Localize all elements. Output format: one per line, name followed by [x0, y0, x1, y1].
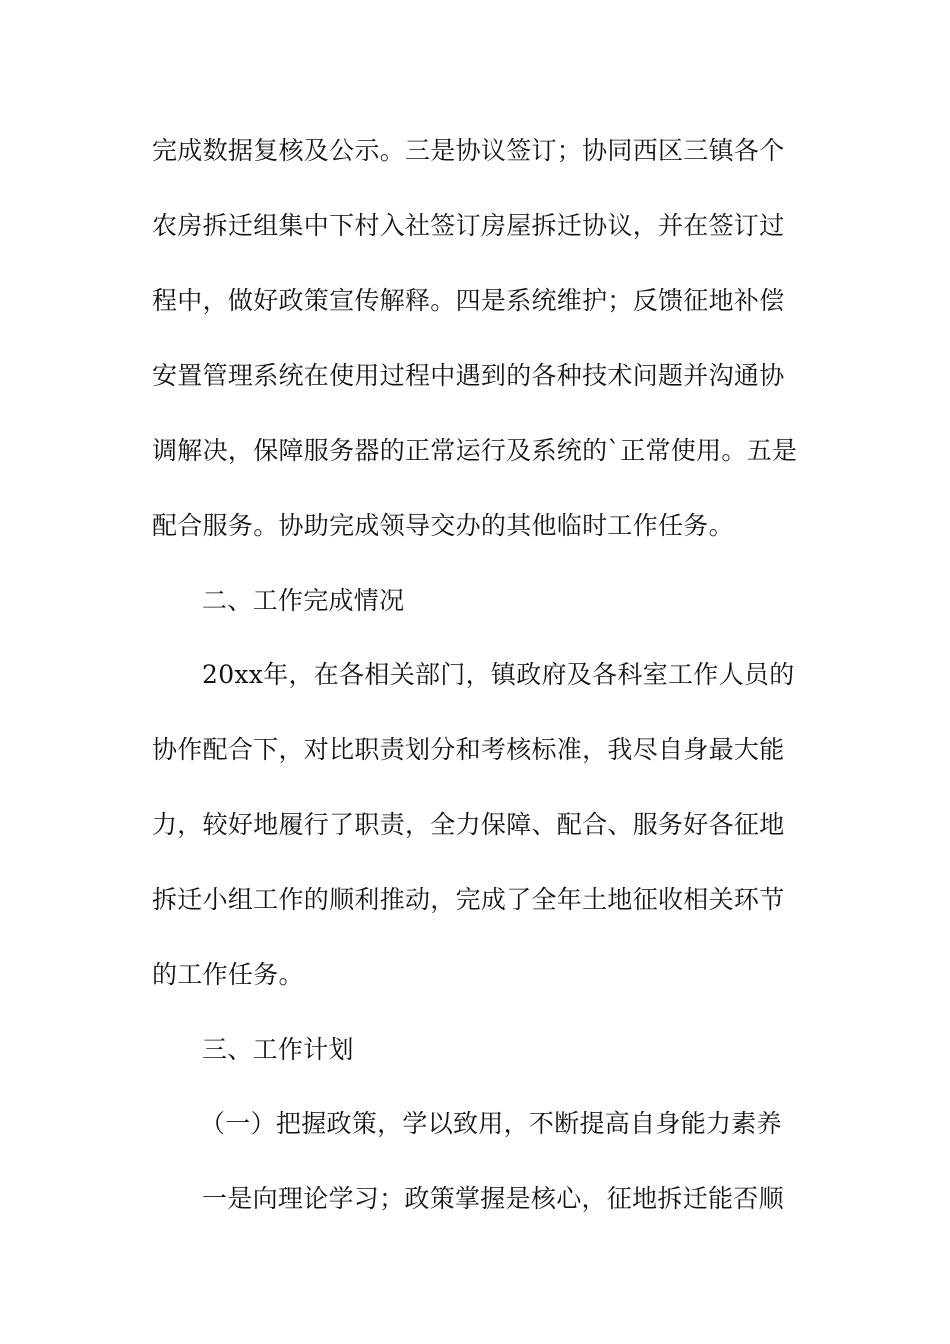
body-text-line: 配合服务。协助完成领导交办的其他临时工作任务。	[152, 511, 734, 540]
section-heading: 二、工作完成情况	[202, 586, 405, 615]
body-text-line: 调解决，保障服务器的正常运行及系统的`正常使用。五是	[152, 436, 798, 465]
body-text-line: 的工作任务。	[152, 960, 304, 989]
body-text-line: 拆迁小组工作的顺利推动，完成了全年土地征收相关环节	[152, 885, 785, 914]
body-text-line: 程中，做好政策宣传解释。四是系统维护；反馈征地补偿	[152, 286, 785, 315]
body-text-line: 安置管理系统在使用过程中遇到的各种技术问题并沟通协	[152, 361, 785, 390]
body-text-line: 一是向理论学习；政策掌握是核心，征地拆迁能否顺	[202, 1184, 784, 1213]
body-text-line: 力，较好地履行了职责，全力保障、配合、服务好各征地	[152, 810, 785, 839]
body-text-line: 20xx年，在各相关部门，镇政府及各科室工作人员的	[202, 660, 795, 689]
subsection-heading: （一）把握政策，学以致用，不断提高自身能力素养	[200, 1109, 782, 1138]
body-text-line: 农房拆迁组集中下村入社签订房屋拆迁协议，并在签订过	[152, 211, 785, 240]
body-text-line: 完成数据复核及公示。三是协议签订；协同西区三镇各个	[152, 136, 785, 165]
body-text-line: 协作配合下，对比职责划分和考核标准，我尽自身最大能	[152, 735, 785, 764]
section-heading: 三、工作计划	[202, 1035, 354, 1064]
